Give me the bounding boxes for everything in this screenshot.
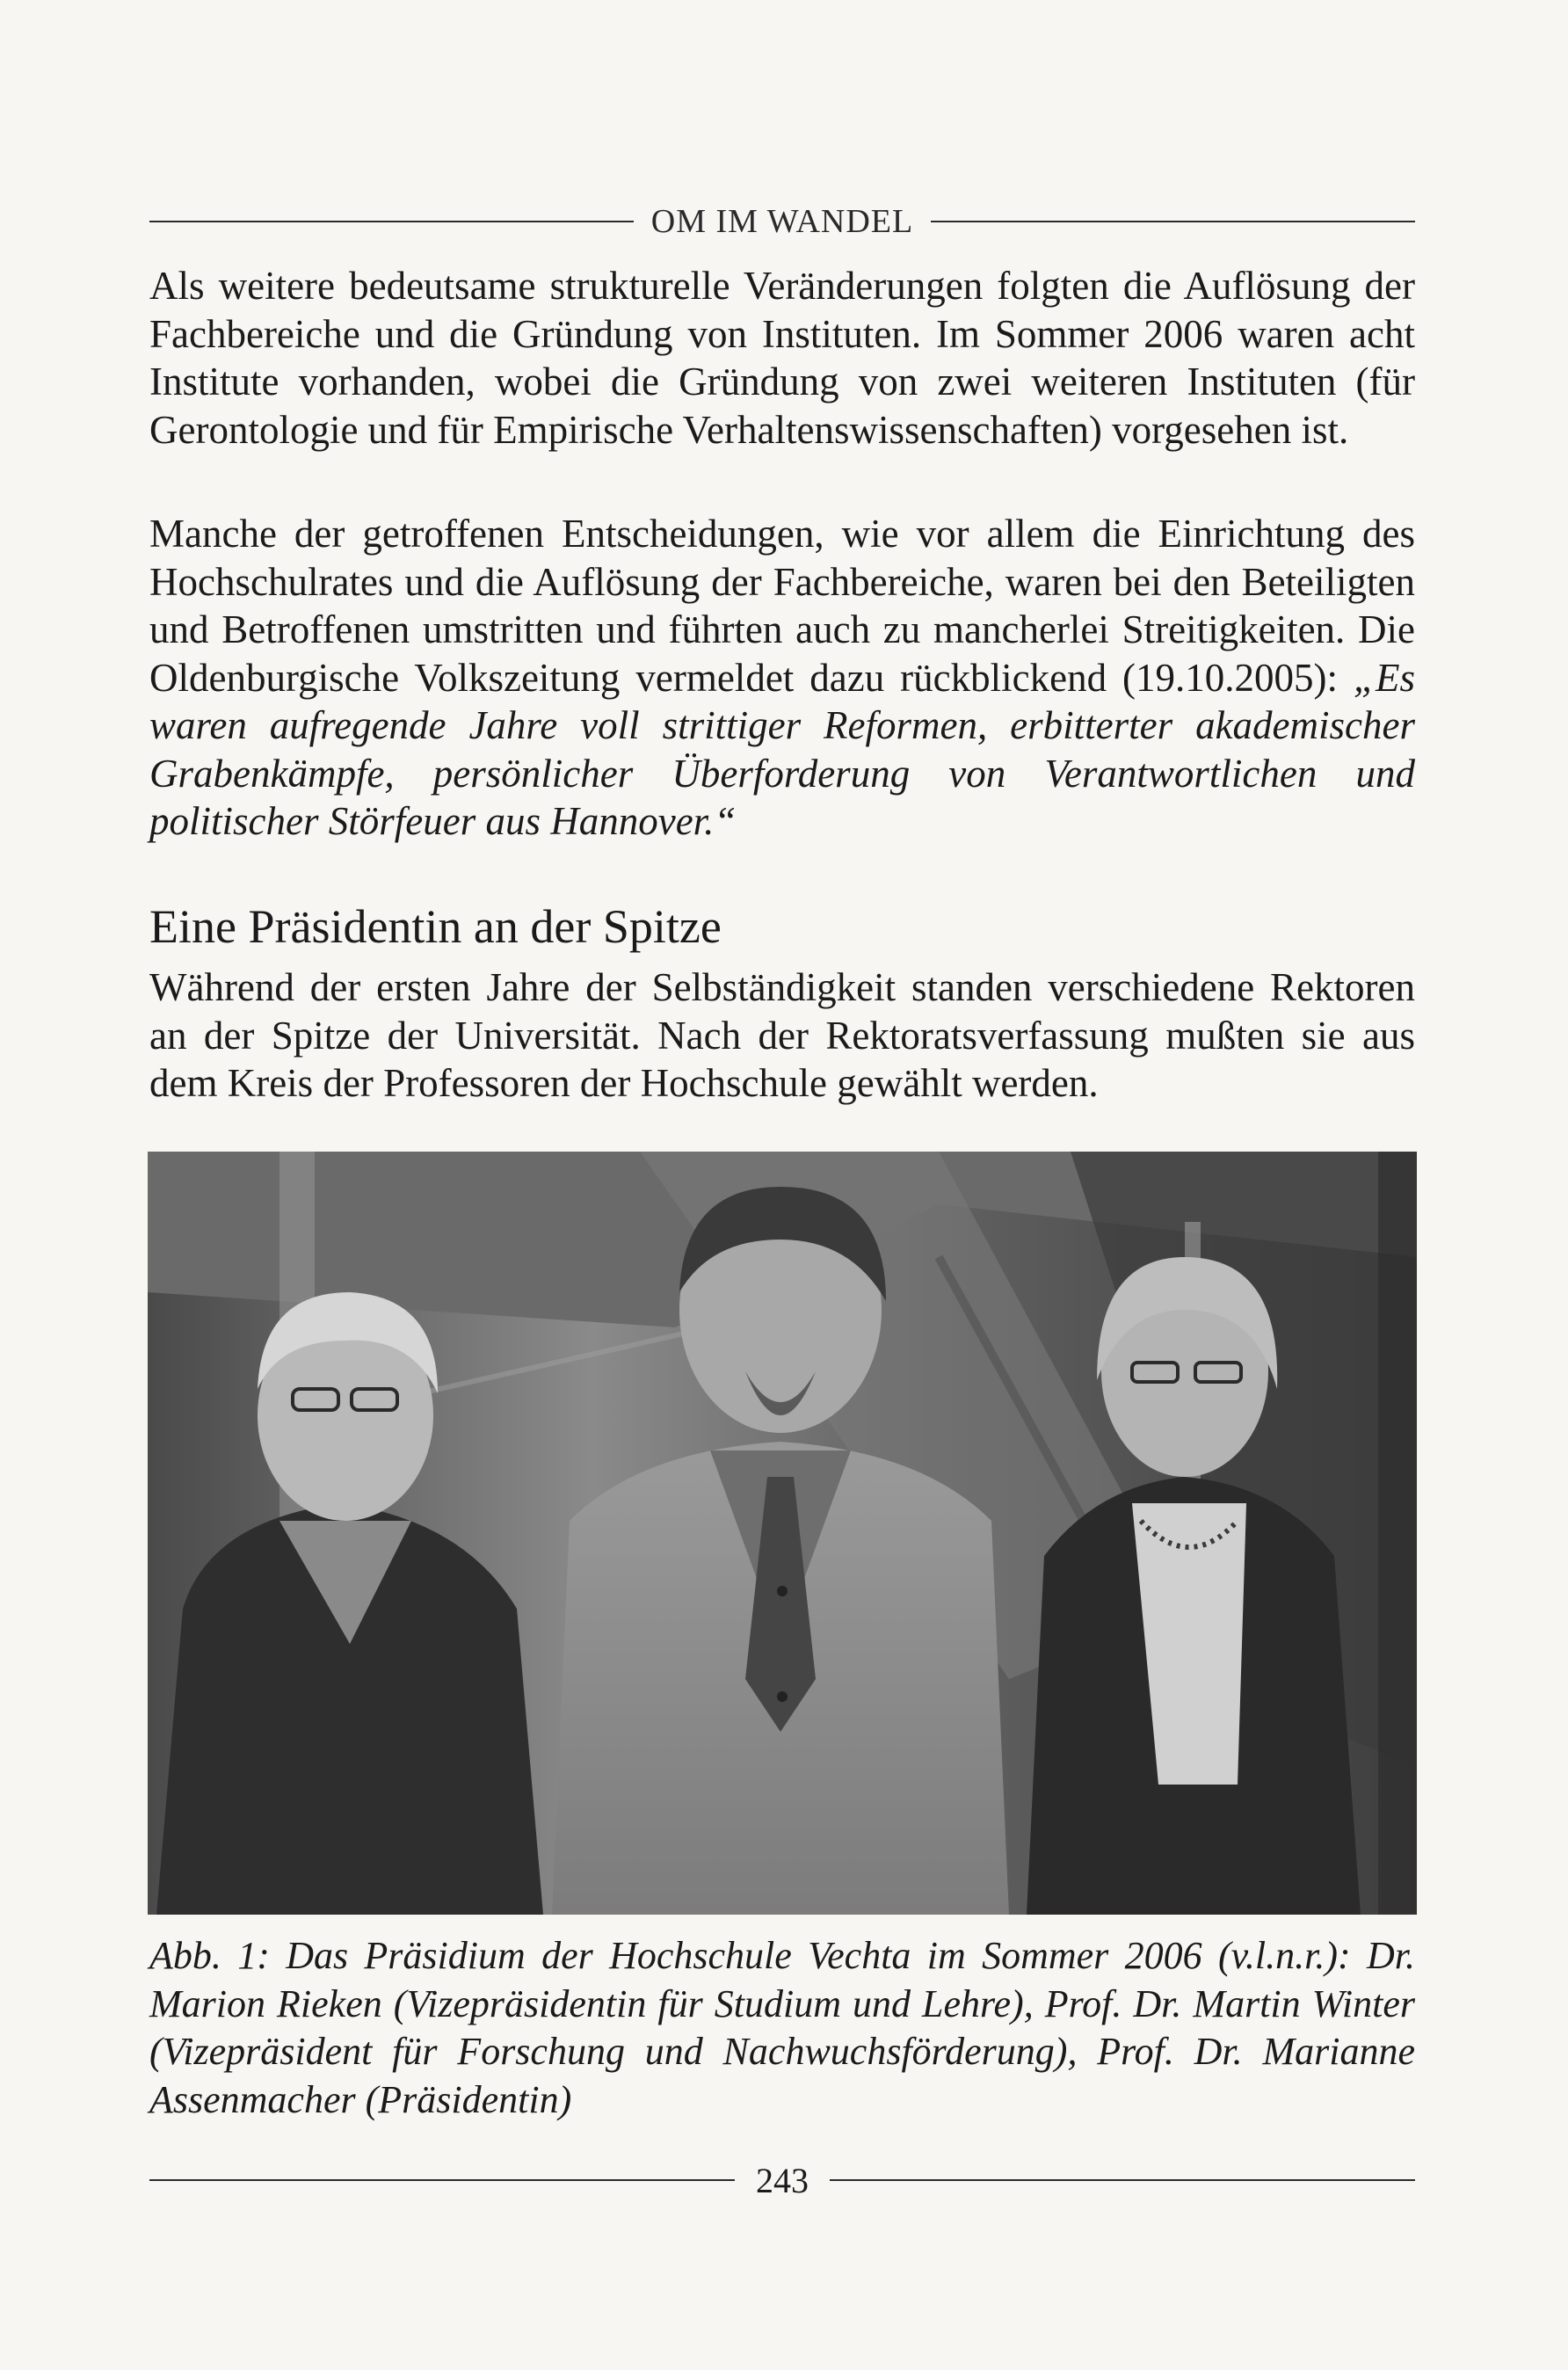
newspaper-quote: „Es waren aufregende Jahre voll strittiger Reformen, erbitterter akademischer Grabenkämpfe, persönlicher Überforderung von Verantwortlichen und politischer Störfeuer aus Hannover.“ xyxy=(149,655,1415,843)
paragraph-1-text: Als weitere bedeutsame strukturelle Veränderungen folgten die Auflösung der Fachbereiche und die Gründung von Instituten. Im Sommer 2006 waren acht Institute vorhanden, wobei die Gründung von zwei weiteren Instituten (für Gerontologie und für Empirische Verhaltenswissenschaften) vorgesehen ist. xyxy=(149,264,1415,452)
paragraph-3-text: Während der ersten Jahre der Selbständigkeit standen verschiedene Rektoren an der Spitze der Universität. Nach der Rektoratsverfassung mußten sie aus dem Kreis der Professoren der Hochschule gewählt werden. xyxy=(149,965,1415,1105)
page-footer xyxy=(149,2154,1415,2206)
running-header-title: OM IM WANDEL xyxy=(650,203,914,240)
header-rule-left xyxy=(149,221,634,222)
figure-caption: Abb. 1: Das Präsidium der Hochschule Vechta im Sommer 2006 (v.l.n.r.): Dr. Marion Rieken (Vizepräsidentin für Studium und Lehre), Prof. Dr. Martin Winter (Vizepräsident für Forschung und Nachwuchsförderung), Prof. Dr. Marianne Assenmacher (Präsidentin) xyxy=(149,1934,1415,2121)
group-photo xyxy=(148,1152,1417,1915)
group-photo-illustration xyxy=(148,1152,1417,1915)
running-header xyxy=(149,195,1415,248)
page-number: 243 xyxy=(756,2160,809,2200)
footer-rule-right xyxy=(830,2179,1415,2181)
footer-rule-left xyxy=(149,2179,735,2181)
body-paragraph-3 xyxy=(149,963,1415,1108)
header-rule-right xyxy=(931,221,1415,222)
paragraph-2-text: Manche der getroffenen Entscheidungen, wie vor allem die Einrichtung des Hochschulrates und die Auflösung der Fachbereiche, waren bei den Beteiligten und Betroffenen umstritten und führten auch zu mancherlei Streitigkeiten. Die Oldenburgische Volkszeitung vermeldet dazu rückblickend (19.10.2005): xyxy=(149,512,1415,700)
section-heading: Eine Präsidentin an der Spitze xyxy=(149,900,722,953)
paragraph-2 xyxy=(149,510,1415,846)
body-paragraph-2 xyxy=(149,510,1415,846)
body-paragraph-1 xyxy=(149,262,1415,454)
